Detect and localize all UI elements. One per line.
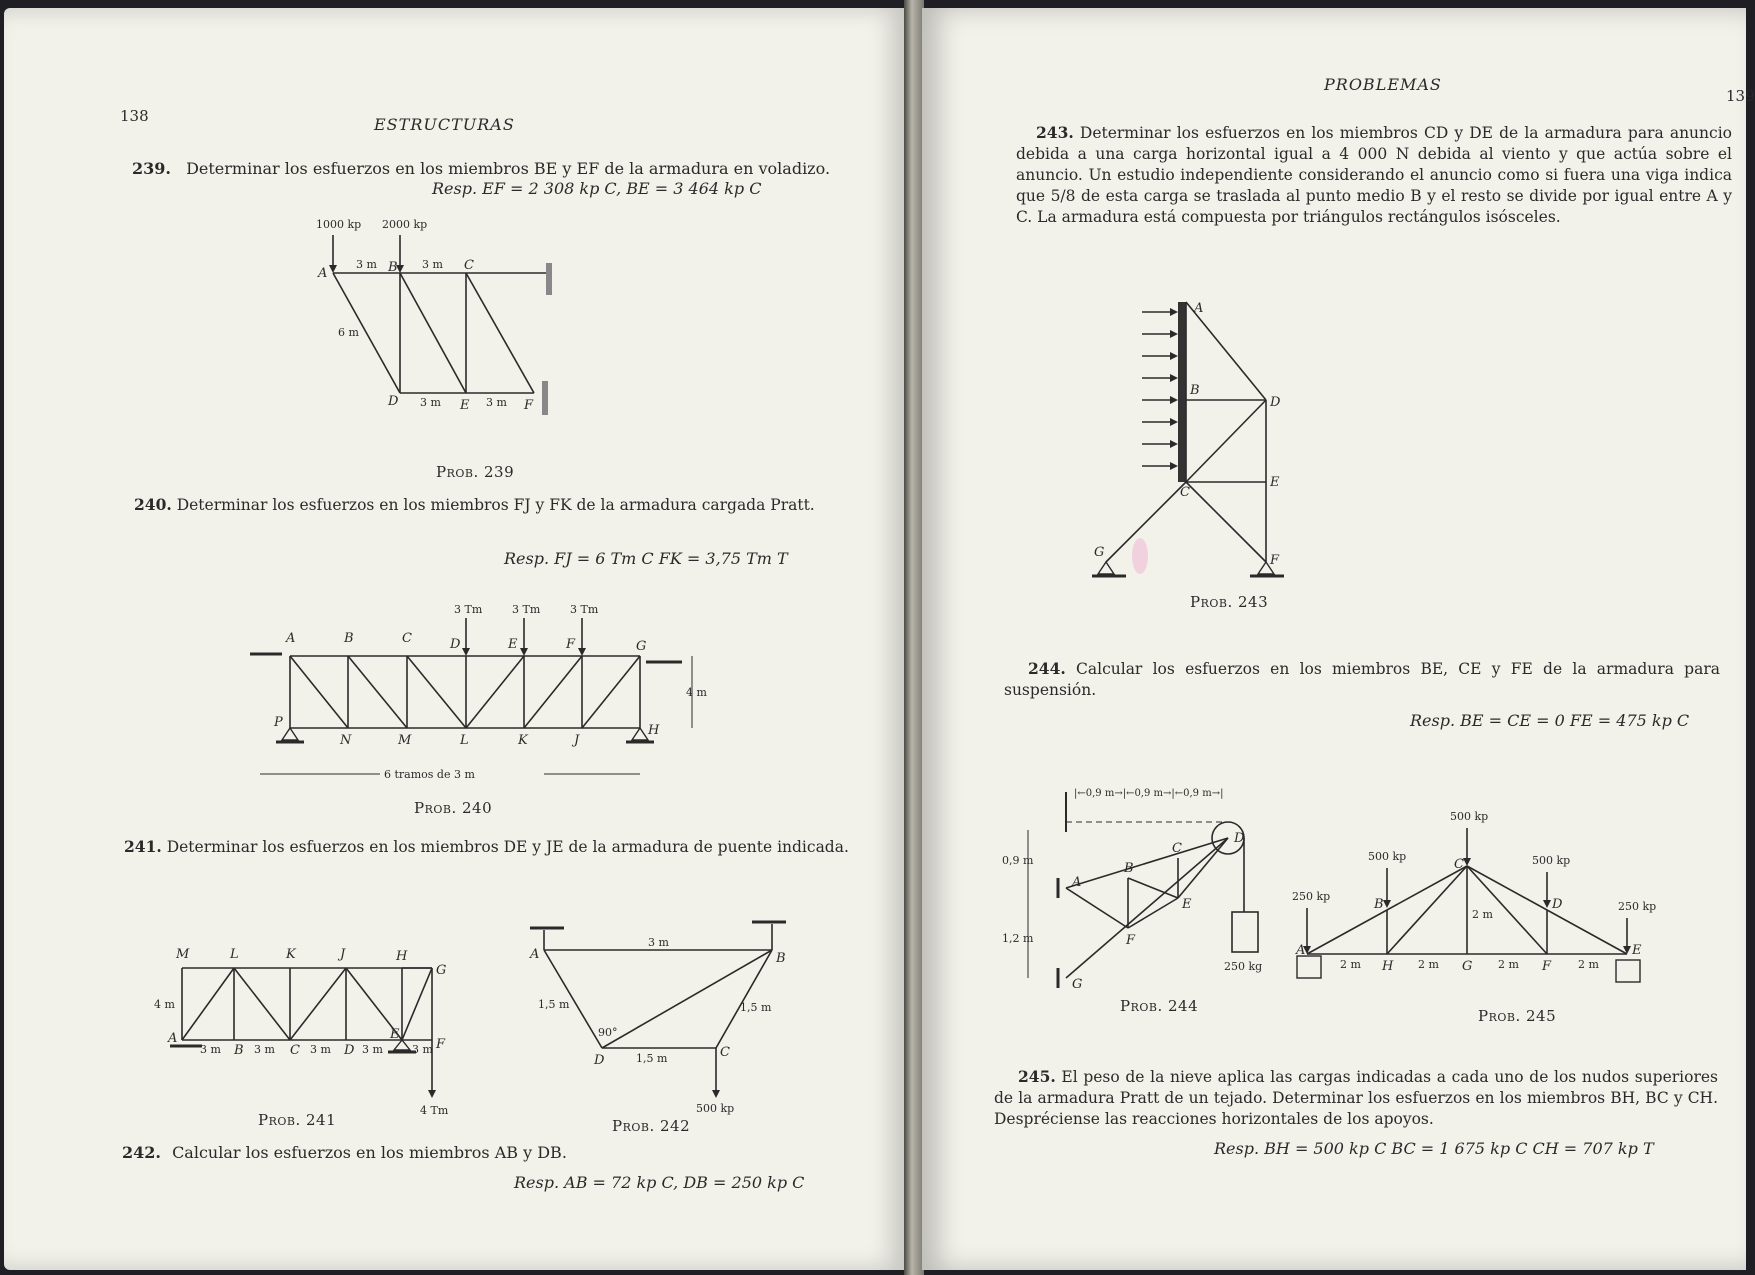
svg-text:500 kp: 500 kp (1532, 854, 1571, 867)
dim-height: 2 m (1472, 908, 1493, 921)
dims-244: |←0,9 m→|←0,9 m→|←0,9 m→| (1074, 788, 1224, 799)
figure-241 (142, 940, 482, 1120)
svg-text:D: D (344, 1043, 355, 1058)
svg-text:J: J (340, 947, 346, 962)
problem-239 (132, 158, 830, 179)
page-number: 138 (120, 107, 149, 125)
top-labels-241 (175, 947, 446, 978)
svg-text:K: K (286, 947, 296, 962)
svg-text:G: G (436, 963, 447, 978)
label-f: F (1270, 553, 1280, 568)
svg-text:E: E (390, 1027, 400, 1042)
dim-h1: 0,9 m (1002, 854, 1034, 867)
svg-text:2 m: 2 m (1340, 958, 1361, 971)
problem-number: 244. (1028, 659, 1066, 678)
svg-text:J: J (574, 733, 580, 748)
svg-text:3 m: 3 m (310, 1043, 331, 1056)
angle-label: 90° (598, 1026, 618, 1039)
load-241: 4 Tm (420, 1104, 449, 1117)
caption-239: Prob. 239 (436, 463, 515, 481)
svg-text:3 m: 3 m (362, 1043, 383, 1056)
svg-text:G: G (636, 639, 647, 654)
svg-text:N: N (340, 733, 352, 748)
problem-text: Calcular los esfuerzos en los miembros AB y DB. (172, 1143, 567, 1162)
problem-number: 240. (134, 495, 172, 514)
label-d: D (1234, 831, 1245, 846)
dim-dc: 1,5 m (636, 1052, 668, 1065)
figure-240 (240, 598, 720, 788)
loads-245 (1292, 810, 1656, 913)
loads-240 (454, 603, 599, 656)
svg-text:C: C (290, 1043, 300, 1058)
answer-244: Resp. BE = CE = 0 FE = 475 kp C (1410, 711, 1690, 730)
label-g: G (1072, 977, 1083, 992)
label-d: D (1270, 395, 1281, 410)
svg-text:2 m: 2 m (1498, 958, 1519, 971)
svg-text:E: E (508, 637, 518, 652)
problem-text: Determinar los esfuerzos en los miembros FJ y FK de la armadura cargada Pratt. (176, 496, 815, 514)
dim-height: 6 m (338, 326, 359, 339)
label-c: C (1172, 841, 1182, 856)
book-spine (904, 0, 924, 1275)
label-a: A (530, 947, 540, 962)
dim-ad: 1,5 m (538, 998, 570, 1011)
problem-text: El peso de la nieve aplica las cargas indicadas a cada uno de los nudos superiores de la armadura Pratt de un tejado. Determinar los esfuerzos en los miembros BH, BC y CH. Despréciense las reacciones horizontales de los apoyos. (994, 1068, 1718, 1128)
svg-text:P: P (274, 715, 283, 730)
svg-text:3 m: 3 m (412, 1043, 433, 1056)
label-f: F (1126, 933, 1136, 948)
stain-mark (1132, 538, 1148, 574)
problem-241 (100, 836, 852, 858)
svg-text:250 kp: 250 kp (1618, 900, 1657, 913)
dim-height: 4 m (686, 686, 707, 699)
svg-text:2 m: 2 m (1578, 958, 1599, 971)
caption-241: Prob. 241 (258, 1111, 337, 1129)
member-be (400, 273, 466, 393)
problem-242 (122, 1142, 567, 1163)
svg-text:2 m: 2 m (1418, 958, 1439, 971)
load-1000: 1000 kp (316, 218, 362, 231)
left-page (4, 8, 906, 1270)
weight-label: 250 kg (1224, 960, 1263, 973)
sign-board (1178, 302, 1186, 482)
label-g: G (1462, 959, 1473, 974)
svg-text:M: M (398, 733, 412, 748)
figure-244 (1002, 782, 1272, 1012)
label-a: A (1072, 875, 1082, 890)
dim-height: 4 m (154, 998, 175, 1011)
problem-240 (112, 494, 864, 516)
svg-text:3 m: 3 m (254, 1043, 275, 1056)
figure-243 (1094, 300, 1372, 590)
wall-c (546, 263, 552, 295)
problem-245 (994, 1066, 1718, 1130)
label-a: A (1296, 943, 1306, 958)
dim-ab: 3 m (356, 258, 377, 271)
figure-239 (304, 213, 574, 433)
svg-text:A: A (168, 1031, 178, 1046)
svg-text:B: B (234, 1043, 244, 1058)
svg-text:F: F (436, 1037, 446, 1052)
label-c: C (464, 258, 474, 273)
dim-ef: 3 m (486, 396, 507, 409)
caption-245: Prob. 245 (1478, 1007, 1557, 1025)
dim-ab: 3 m (648, 936, 669, 949)
answer-245: Resp. BH = 500 kp C BC = 1 675 kp C CH = 707 kp T (1214, 1139, 1654, 1158)
problem-number: 241. (124, 837, 162, 856)
dim-de: 3 m (420, 396, 441, 409)
load-e: 3 Tm (512, 603, 541, 616)
load-242: 500 kp (696, 1102, 735, 1115)
running-header: ESTRUCTURAS (374, 115, 515, 134)
svg-text:H: H (648, 723, 660, 738)
caption-244: Prob. 244 (1120, 997, 1199, 1015)
label-e: E (1270, 475, 1280, 490)
label-b: B (388, 260, 398, 275)
wind-arrows (1142, 308, 1178, 470)
svg-text:C: C (402, 631, 412, 646)
label-b: B (776, 951, 786, 966)
label-c: C (720, 1045, 730, 1060)
caption-240: Prob. 240 (414, 799, 493, 817)
figure-245 (1262, 804, 1662, 1004)
page-number: 139 (1726, 87, 1755, 105)
label-e: E (1182, 897, 1192, 912)
problem-number: 243. (1036, 123, 1074, 142)
svg-text:A: A (286, 631, 296, 646)
svg-text:H: H (396, 949, 408, 964)
label-f: F (1542, 959, 1552, 974)
label-a: A (318, 266, 328, 281)
load-f: 3 Tm (570, 603, 599, 616)
dim-h2: 1,2 m (1002, 932, 1034, 945)
svg-text:K: K (518, 733, 528, 748)
svg-text:L: L (460, 733, 469, 748)
problem-243 (1016, 122, 1732, 228)
problem-number: 239. (132, 159, 171, 178)
problem-244 (1004, 658, 1720, 701)
figure-242 (524, 908, 794, 1118)
svg-text:L: L (230, 947, 239, 962)
truss-240 (250, 654, 682, 742)
running-header: PROBLEMAS (1324, 75, 1442, 94)
wall-f (542, 381, 548, 415)
answer-242: Resp. AB = 72 kp C, DB = 250 kp C (514, 1173, 805, 1192)
weight-box (1232, 912, 1258, 952)
svg-text:F: F (566, 637, 576, 652)
label-f: F (524, 398, 534, 413)
label-a: A (1194, 301, 1204, 316)
label-c: C (1180, 485, 1190, 500)
dim-bc: 3 m (422, 258, 443, 271)
dim-bc: 1,5 m (740, 1001, 772, 1014)
problem-text: Determinar los esfuerzos en los miembros CD y DE de la armadura para anuncio debida a una carga horizontal igual a 4 000 N debida al viento y que actúa sobre el anuncio. Un estudio independiente considerando el anuncio como si fuera una viga indica que 5/8 de esta carga se traslada al punto medio B y el resto se divide por igual entre A y C. La armadura está compuesta por triángulos rectángulos isósceles. (1016, 124, 1732, 226)
label-h: H (1382, 959, 1394, 974)
caption-243: Prob. 243 (1190, 593, 1269, 611)
label-d: D (594, 1053, 605, 1068)
label-d: D (388, 394, 399, 409)
dim-span: 6 tramos de 3 m (384, 768, 475, 781)
problem-number: 242. (122, 1143, 161, 1162)
right-page (922, 8, 1755, 1270)
load-2000: 2000 kp (382, 218, 428, 231)
answer-240: Resp. FJ = 6 Tm C FK = 3,75 Tm T (504, 549, 788, 568)
label-e: E (460, 398, 470, 413)
answer-239: Resp. EF = 2 308 kp C, BE = 3 464 kp C (432, 179, 762, 198)
label-b: B (1190, 383, 1200, 398)
member-cf (466, 273, 534, 393)
label-b: B (1374, 897, 1384, 912)
svg-text:500 kp: 500 kp (1450, 810, 1489, 823)
arrowhead-a (329, 265, 337, 273)
label-e: E (1632, 943, 1642, 958)
svg-text:B: B (344, 631, 354, 646)
svg-text:250 kp: 250 kp (1292, 890, 1331, 903)
load-d: 3 Tm (454, 603, 483, 616)
label-b: B (1124, 861, 1134, 876)
problem-text: Determinar los esfuerzos en los miembros DE y JE de la armadura de puente indicada. (166, 838, 849, 856)
svg-text:M: M (176, 947, 190, 962)
label-d: D (1552, 897, 1563, 912)
caption-242: Prob. 242 (612, 1117, 691, 1135)
problem-text: Determinar los esfuerzos en los miembros BE y EF de la armadura en voladizo. (186, 159, 831, 178)
svg-text:D: D (450, 637, 461, 652)
problem-text: Calcular los esfuerzos en los miembros BE, CE y FE de la armadura para suspensión. (1004, 660, 1720, 699)
svg-text:500 kp: 500 kp (1368, 850, 1407, 863)
label-g: G (1094, 545, 1105, 560)
label-c: C (1454, 857, 1464, 872)
problem-number: 245. (1018, 1067, 1056, 1086)
svg-text:3 m: 3 m (200, 1043, 221, 1056)
